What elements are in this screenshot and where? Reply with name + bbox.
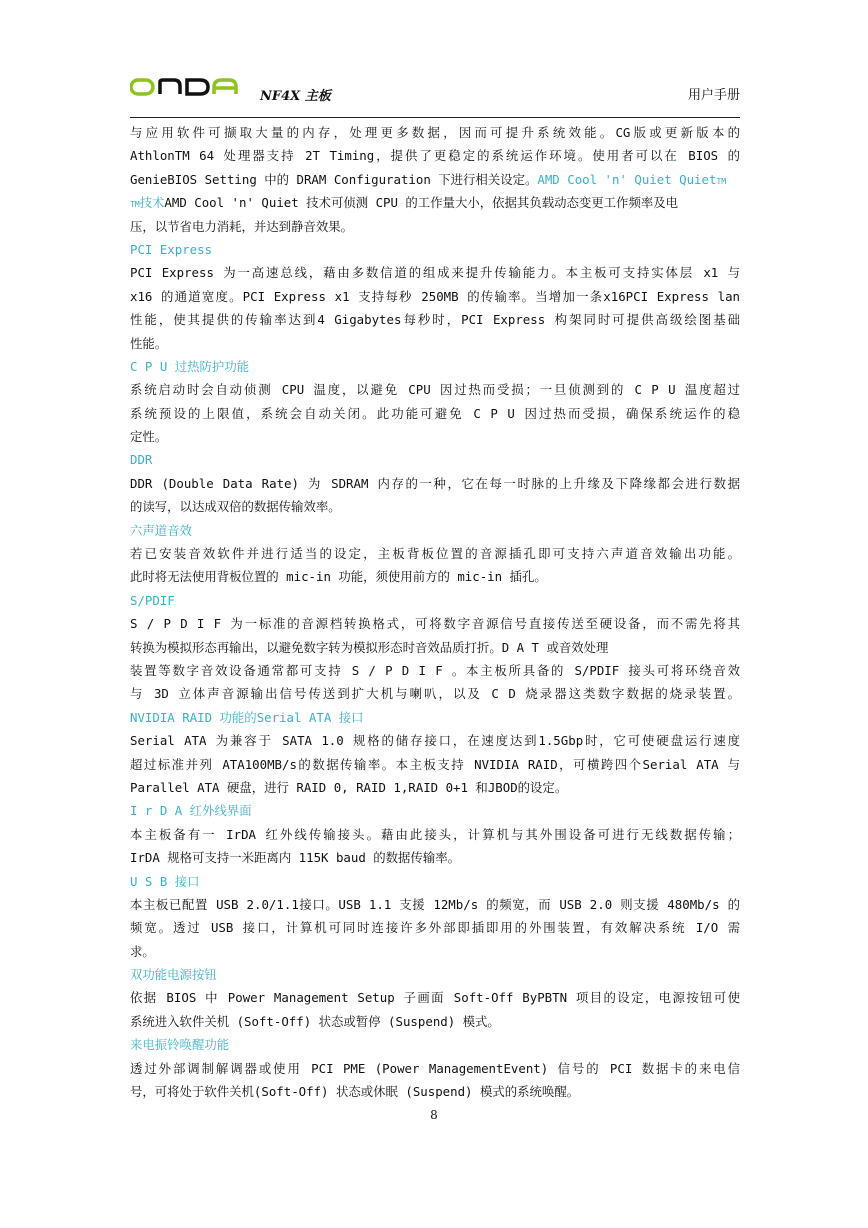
page-header [130,72,740,120]
body-line: 依据 BIOS 中 Power Management Setup 子画面 Soft-Off ByPBTN 项目的设定，电源按钮可使 [130,990,740,1006]
section-heading: NVIDIA RAID 功能的Serial ATA 接口 [130,709,364,725]
body-line: PCI Express 为一高速总线，藉由多数信道的组成来提升传输能力。本主板可支持实体层 x1 与 [130,265,740,281]
board-model: NF4X 主板 [260,89,331,104]
body-line: Parallel ATA 硬盘，进行 RAID 0, RAID 1,RAID 0+1 和JBOD的设定。 [130,779,568,795]
section-heading-amd: AMD Cool 'n' Quiet Quiet [537,171,717,187]
body-line: 透过外部调制解调器或使用 PCI PME (Power ManagementEvent) 信号的 PCI 数据卡的来电信 [130,1060,740,1076]
body-line: Serial ATA 为兼容于 SATA 1.0 规格的储存接口，在速度达到1.5Gbp时，它可使硬盘运行速度 [130,733,740,749]
section-heading-amd-tail: 技术 [139,195,165,211]
page-number: 8 [430,1108,438,1122]
body-line: 性能，使其提供的传输率达到4 Gigabytes每秒时，PCI Express 构架同时可提供高级绘图基础 [130,312,740,328]
body-line: 的读写，以达成双倍的数据传输效率。 [130,499,341,515]
section-heading: 来电振铃唤醒功能 [130,1037,230,1053]
header-rule [130,117,740,118]
body-line: DDR (Double Data Rate) 为 SDRAM 内存的一种，它在每一时脉的上升缘及下降缘都会进行数据 [130,475,740,491]
section-heading: I r D A 红外线界面 [130,803,252,819]
body-line: AthlonTM 64 处理器支持 2T Timing，提供了更稳定的系统运作环境。使用者可以在 BIOS 的 [130,148,740,164]
manual-label: 用户手册 [687,87,740,102]
section-heading: S/PDIF [130,592,175,608]
body-line: 超过标准并列 ATA100MB/s的数据传输率。本主板支持 NVIDIA RAID，可横跨四个Serial ATA 与 [130,756,740,772]
body-line: 压，以节省电力消耗，并达到静音效果。 [130,218,354,234]
body-line-mixed [130,191,740,214]
section-heading: 双功能电源按钮 [130,967,217,983]
section-heading: DDR [130,452,153,468]
body-line: 若已安装音效软件并进行适当的设定，主板背板位置的音源插孔即可支持六声道音效输出功能。 [130,546,740,562]
trademark-mark: TM [130,200,140,210]
body-line: 系统进入软件关机 (Soft-Off) 状态或暂停 (Suspend) 模式。 [130,1013,500,1029]
body-line: 此时将无法使用背板位置的 mic-in 功能，须使用前方的 mic-in 插孔。 [130,569,547,585]
section-heading: PCI Express [130,241,213,257]
body-line: 频宽。透过 USB 接口，计算机可同时连接许多外部即插即用的外围装置，有效解决系统 I/O 需 [130,920,740,936]
onda-logo [130,76,238,98]
body-line: 求。 [130,943,155,959]
body-line-mixed [130,168,740,191]
document-body [130,121,740,1103]
body-line: S / P D I F 为一标准的音源档转换格式，可将数字音源信号直接传送至硬设备，而不需先将其 [130,616,740,632]
section-heading: 六声道音效 [130,522,192,538]
section-heading: U S B 接口 [130,873,200,889]
body-line: 系统预设的上限值，系统会自动关闭。此功能可避免 C P U 因过热而受损，确保系统运作的稳 [130,405,740,421]
body-line: 转换为模拟形态再输出，以避免数字转为模拟形态时音效品质打折。D A T 或音效处理 [130,639,609,655]
section-heading: C P U 过热防护功能 [130,358,250,374]
body-line: 定性。 [130,429,168,445]
body-line: 号，可将处于软件关机(Soft-Off) 状态或休眠 (Suspend) 模式的系统唤醒。 [130,1084,580,1100]
body-line: 与 3D 立体声音源输出信号传送到扩大机与喇叭，以及 C D 烧录器这类数字数据的烧录装置。 [130,686,740,702]
body-line: 系统启动时会自动侦测 CPU 温度，以避免 CPU 因过热而受损；一旦侦测到的 C P U 温度超过 [130,382,740,398]
body-line: 装置等数字音效设备通常都可支持 S / P D I F 。本主板所具备的 S/PDIF 接头可将环绕音效 [130,662,740,678]
body-line: 与应用软件可撷取大量的内存，处理更多数据，因而可提升系统效能。CG版或更新版本的 [130,125,740,140]
body-line: IrDA 规格可支持一米距离内 115K baud 的数据传输率。 [130,850,460,866]
body-line: 性能。 [130,335,168,351]
trademark-mark: TM [716,176,727,186]
body-line: 本主板备有一 IrDA 红外线传输接头。藉由此接头，计算机与其外围设备可进行无线数据传输； [130,826,740,842]
body-line: 本主板已配置 USB 2.0/1.1接口。USB 1.1 支援 12Mb/s 的频宽，而 USB 2.0 则支援 480Mb/s 的 [130,896,740,912]
body-line: x16 的通道宽度。PCI Express x1 支持每秒 250MB 的传输率。当增加一条x16PCI Express lan [130,288,740,304]
body-text: GenieBIOS Setting 中的 DRAM Configuration 下进行相关设定。 [130,171,538,187]
body-text: AMD Cool 'n' Quiet 技术可侦测 CPU 的工作量大小，依据其负载动态变更工作频率及电 [164,195,679,211]
